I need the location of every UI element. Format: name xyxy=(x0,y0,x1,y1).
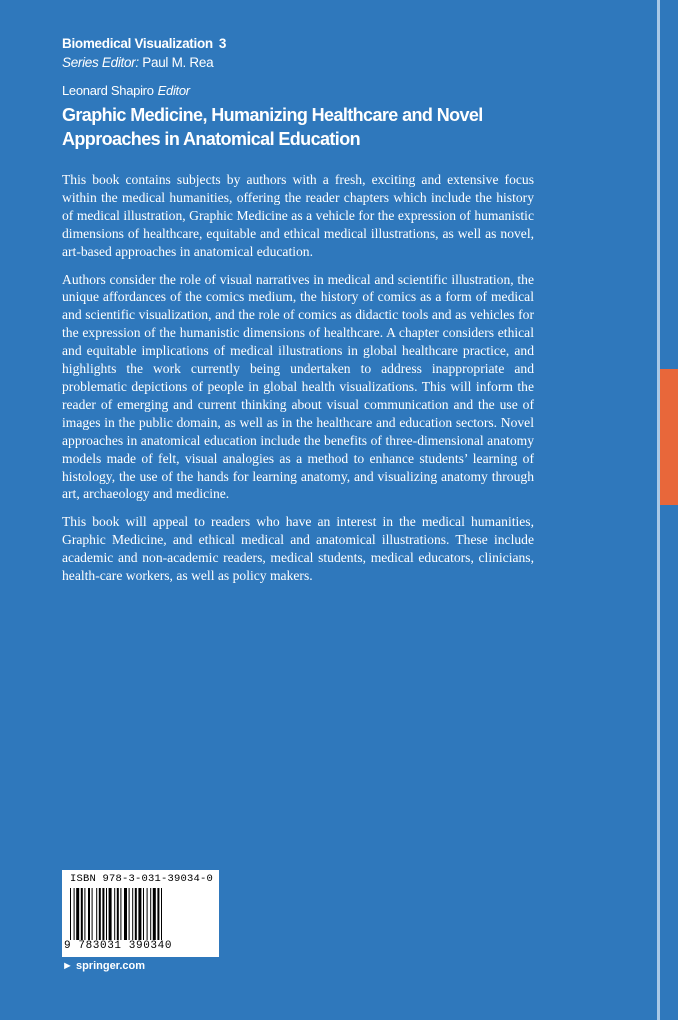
barcode-bar xyxy=(153,888,156,940)
barcode-bar xyxy=(138,888,141,940)
barcode-bar xyxy=(81,888,83,940)
publisher-link[interactable] xyxy=(62,960,145,972)
blurb-paragraph: This book will appeal to readers who have an interest in the medical humanities, Graphic Medicine, and ethical medical and anatomical illustrations. These include academic and non-academic readers, medical students, medical educators, clinicians, health-care workers, as well as policy makers. xyxy=(62,514,534,584)
blurb-paragraph: This book contains subjects by authors with a fresh, exciting and extensive focus within the medical humanities, offering the reader chapters which include the history of medical illustration, Graphic Medicine as a vehicle for the expression of humanistic dimensions of healthcare, equitable and ethical medical illustrations, as well as novel, art-based approaches in anatomical education. xyxy=(62,172,534,259)
barcode-bar xyxy=(99,888,101,940)
barcode-bar xyxy=(132,888,133,940)
spine-edge xyxy=(657,0,660,1020)
barcode-bar xyxy=(157,888,159,940)
barcode-bar xyxy=(106,888,107,940)
blurb xyxy=(62,171,534,595)
series-editor-label: Series Editor: xyxy=(62,55,139,70)
barcode-digits: 9 783031 390340 xyxy=(64,940,173,952)
barcode-bar xyxy=(76,888,79,940)
barcode-bar xyxy=(117,888,119,940)
barcode-bar xyxy=(147,888,148,940)
book-title: Graphic Medicine, Humanizing Healthcare and Novel Approaches in Anatomical Education xyxy=(62,105,483,149)
blurb-paragraph: Authors consider the role of visual narratives in medical and scientific illustration, the unique affordances of the comics medium, the history of comics as a form of medical and scientific visualization, and the role of comics as didactic tools and as vehicles for the expression of the humanistic dimensions of healthcare. A chapter considers ethical and equitable implications of medical illustrations in global healthcare practice, and highlights the work currently being undertaken to address inappropriate and problematic depictions of people in global health visualizations. This will inform the reader of emerging and current thinking about visual communication and the use of images in the public domain, as well as in the healthcare and education sectors. Novel approaches in anatomical education include the benefits of three-dimensional anatomy models made of felt, visual analogies as a method to enhance students’ learning of histology, the use of the hands for learning anatomy, and visualizing anatomy through art, archaeology and medicine. xyxy=(62,271,534,502)
barcode-bar xyxy=(129,888,130,940)
book-editor xyxy=(62,83,190,98)
isbn-label: ISBN 978-3-031-39034-0 xyxy=(70,873,214,885)
barcode-bar xyxy=(114,888,115,940)
series-editor-name: Paul M. Rea xyxy=(142,55,214,70)
barcode-bar xyxy=(150,888,151,940)
series-number: 3 xyxy=(218,36,227,51)
barcode-bar xyxy=(84,888,85,940)
barcode-bar xyxy=(161,888,162,940)
barcode-bar xyxy=(96,888,97,940)
barcode-bar xyxy=(92,888,93,940)
arrow-icon: ► xyxy=(62,960,73,972)
barcode-bar xyxy=(124,888,127,940)
editor-name: Leonard Shapiro xyxy=(62,83,154,98)
barcode-bar xyxy=(102,888,104,940)
spine-accent-stripe xyxy=(660,369,678,505)
barcode-bar xyxy=(109,888,112,940)
barcode-bar xyxy=(70,888,71,940)
barcode-bar xyxy=(135,888,137,940)
barcode-bar xyxy=(88,888,90,940)
series-info xyxy=(62,34,226,72)
barcode-bar xyxy=(120,888,121,940)
isbn-barcode xyxy=(62,870,219,957)
editor-role: Editor xyxy=(157,83,190,98)
barcode-bars xyxy=(70,888,211,940)
barcode-bar xyxy=(143,888,144,940)
publisher-url: springer.com xyxy=(75,960,146,972)
series-name: Biomedical Visualization xyxy=(62,36,213,51)
barcode-bar xyxy=(74,888,75,940)
